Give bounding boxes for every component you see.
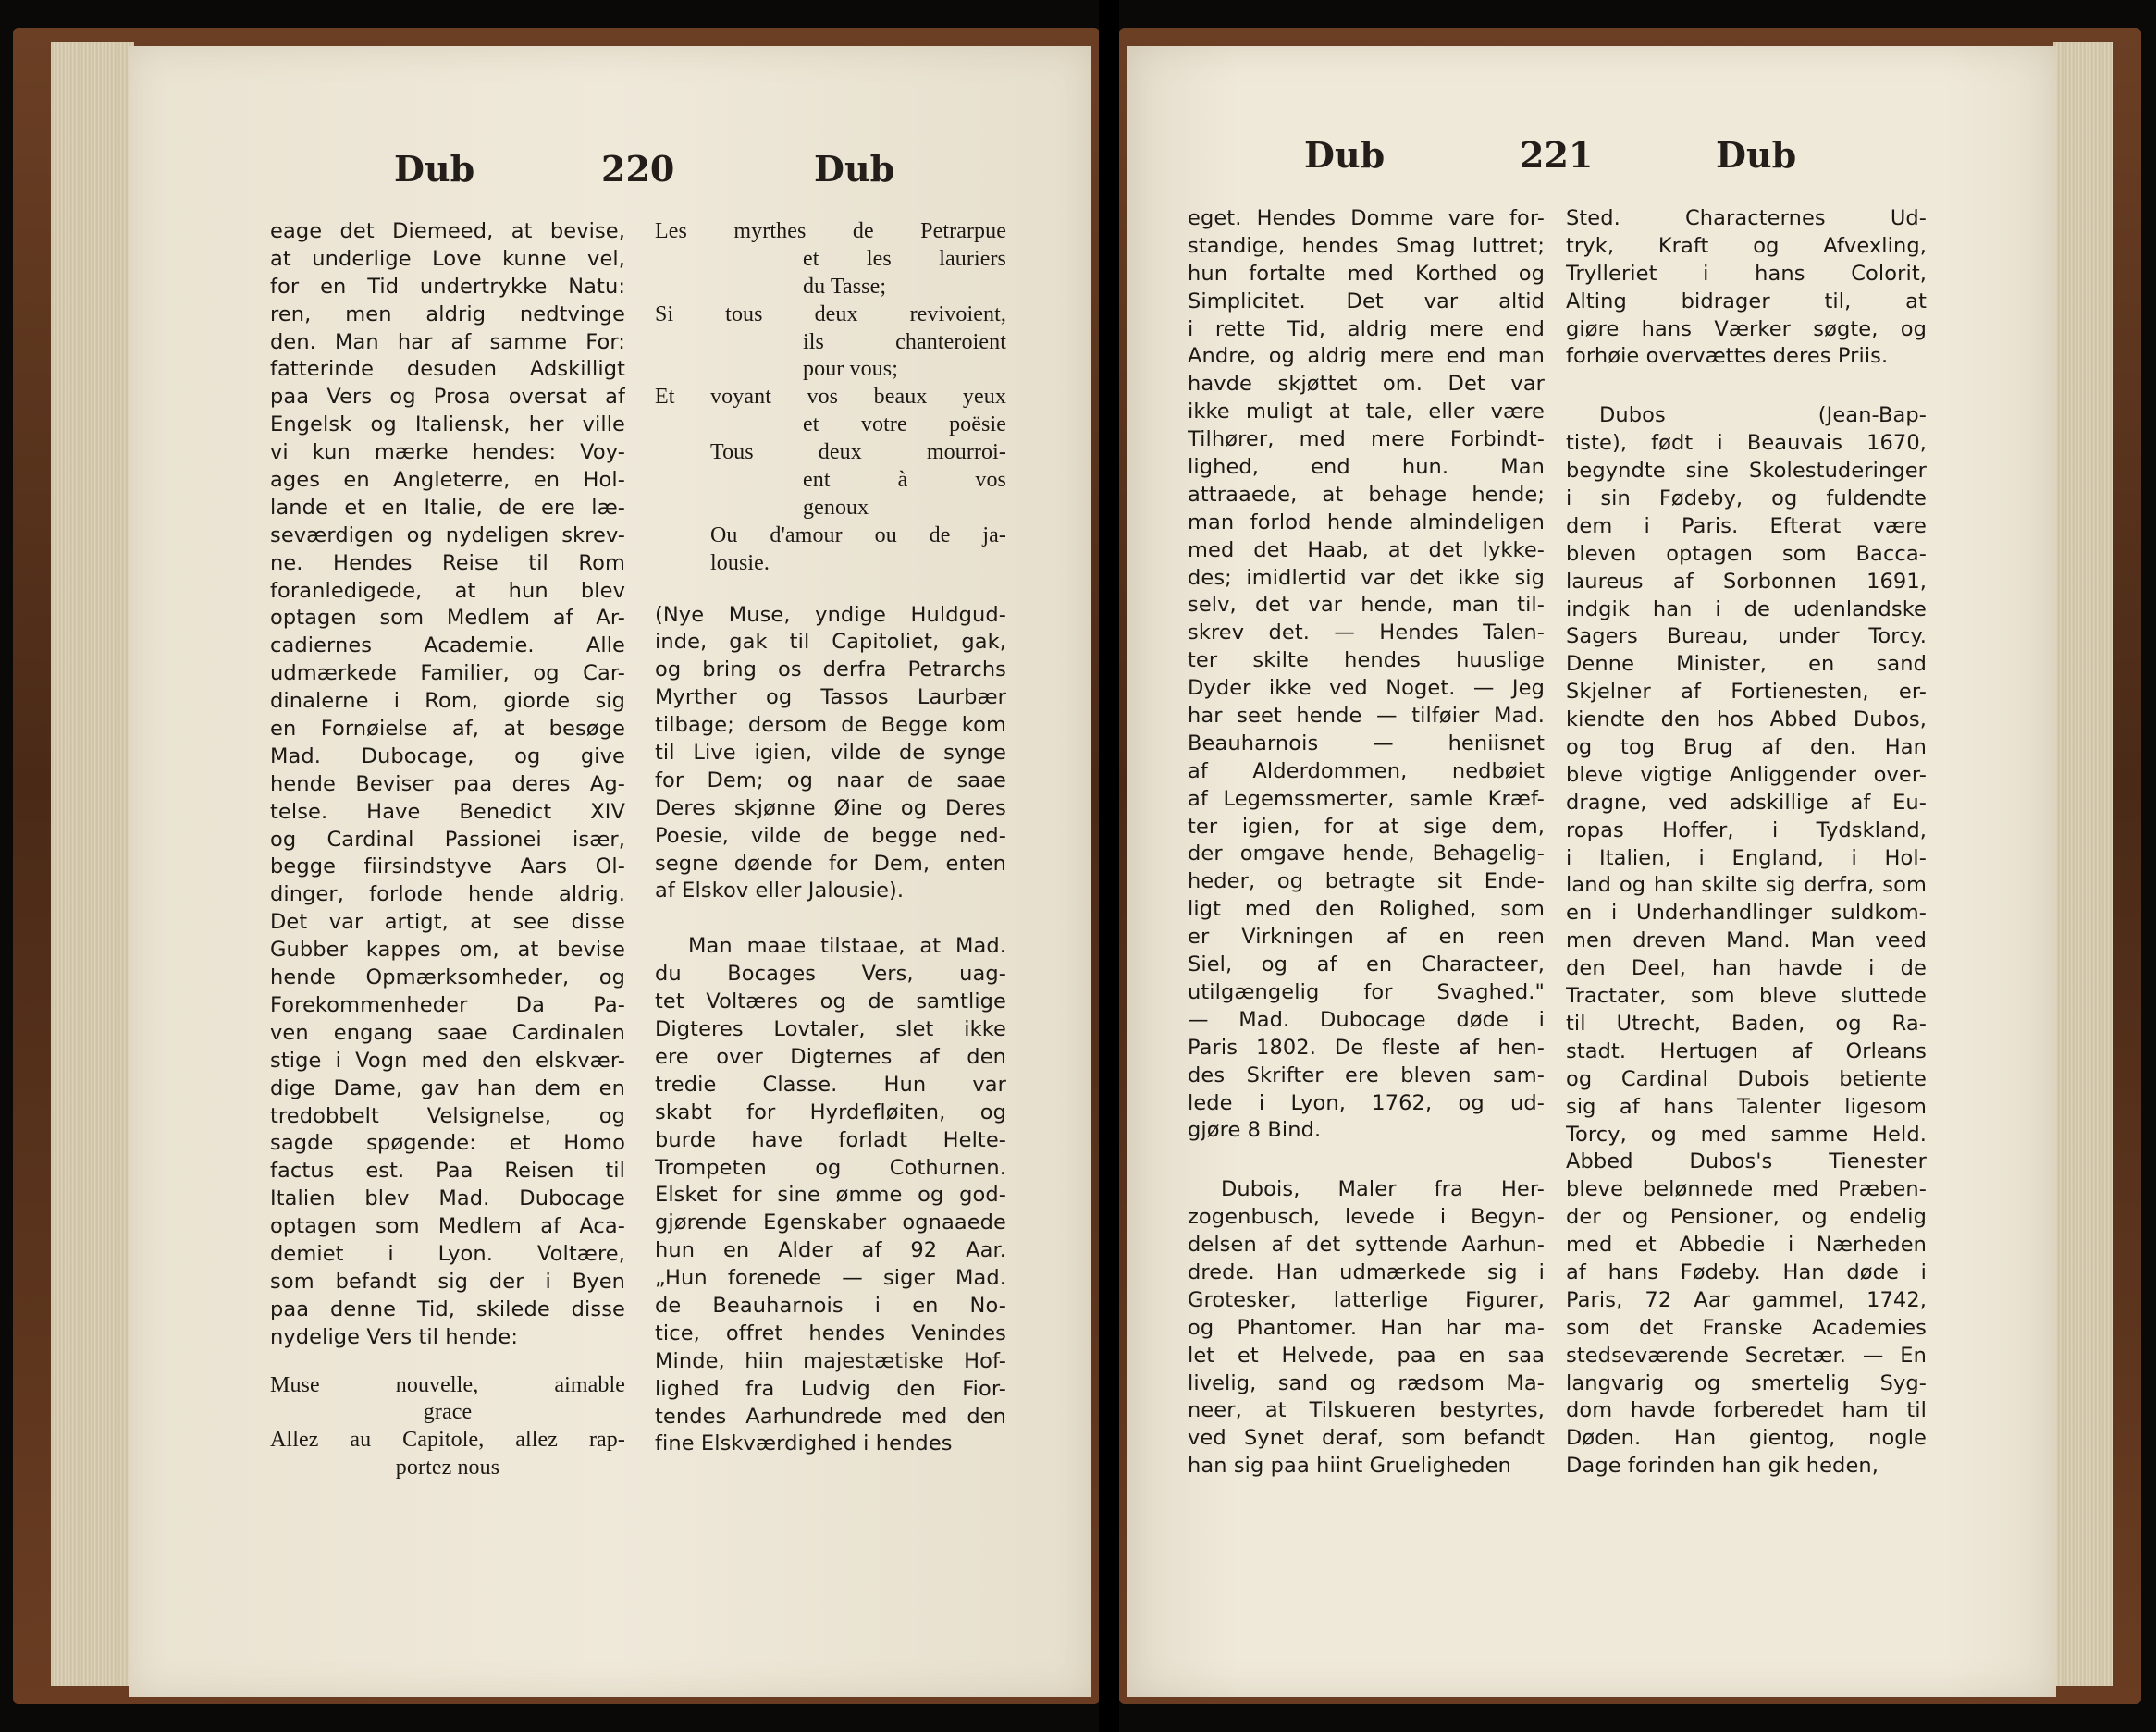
text-line: Trylleriet i hans Colorit, bbox=[1566, 261, 1927, 286]
text-line: har seet hende — tilføier Mad. bbox=[1188, 704, 1545, 729]
left-header-word-right: Dub bbox=[814, 148, 895, 190]
text-line: Alting bidrager til, at bbox=[1566, 289, 1927, 313]
left-page-header bbox=[388, 102, 895, 190]
text-line: utilgængelig for Svaghed." bbox=[1188, 979, 1545, 1004]
text-line: Tilhører, med mere Forbindt- bbox=[1188, 427, 1545, 452]
left-page-number: 220 bbox=[601, 148, 675, 190]
text-line: gjørende Egenskaber ognaaede bbox=[655, 1210, 1006, 1235]
text-line: ikke muligt at tale, eller være bbox=[1188, 399, 1545, 424]
text-line: Skjelner af Fortienesten, er- bbox=[1566, 680, 1927, 705]
text-line: paa Vers og Prosa oversat af bbox=[270, 385, 625, 410]
text-line: tilbage; dersom de Begge kom bbox=[655, 713, 1006, 738]
text-line: som befandt sig der i Byen bbox=[270, 1269, 625, 1294]
text-line: Italien blev Mad. Dubocage bbox=[270, 1186, 625, 1211]
text-line: fatterinde desuden Adskilligt bbox=[270, 357, 625, 382]
text-line: land og han skilte sig derfra, som bbox=[1566, 873, 1927, 898]
text-line: Dage forinden han gik heden, bbox=[1566, 1454, 1879, 1479]
text-line: eget. Hendes Domme vare for- bbox=[1188, 206, 1545, 230]
text-line: selv, det var hende, man til- bbox=[1188, 593, 1545, 618]
text-line: han sig paa hiint Grueligheden bbox=[1188, 1454, 1511, 1479]
text-line: Tractater, som bleve sluttede bbox=[1566, 984, 1927, 1009]
text-line: i Italien, i England, i Hol- bbox=[1566, 845, 1927, 870]
right-col2-paragraph bbox=[1566, 205, 1927, 371]
text-line: til Live igien, vilde de synge bbox=[655, 741, 1006, 766]
text-line: „Hun forenede — siger Mad. bbox=[655, 1266, 1006, 1291]
text-line: Siel, og af en Characteer, bbox=[1188, 952, 1545, 977]
text-line: ils chanteroient bbox=[803, 329, 1006, 354]
text-line: ere over Digternes af den bbox=[655, 1044, 1006, 1069]
text-line: optagen som Medlem af Aca- bbox=[270, 1214, 625, 1239]
text-line: du Tasse; bbox=[803, 274, 887, 299]
text-line: men dreven Mand. Man veed bbox=[1566, 928, 1927, 953]
left-col2-translation bbox=[655, 602, 1006, 906]
text-line: Engelsk og Italiensk, her ville bbox=[270, 412, 625, 437]
text-line: med det Haab, at det lykke- bbox=[1188, 537, 1545, 562]
text-line: let et Helvede, paa en saa bbox=[1188, 1343, 1545, 1368]
text-line: skabt for Hyrdefløiten, og bbox=[655, 1099, 1006, 1124]
text-line: ren, men aldrig nedtvinge bbox=[270, 301, 625, 326]
text-line: pour vous; bbox=[803, 357, 898, 382]
text-line: optagen som Medlem af Ar- bbox=[270, 606, 625, 631]
text-line: med et Abbedie i Nærheden bbox=[1566, 1233, 1927, 1258]
text-line: Deres skjønne Øine og Deres bbox=[655, 795, 1006, 820]
text-line: lande et en Italie, de ere læ- bbox=[270, 495, 625, 520]
text-line: ent à vos bbox=[803, 468, 1006, 493]
book-gutter bbox=[1099, 0, 1119, 1732]
text-line: ved Synet deraf, som befandt bbox=[1188, 1426, 1545, 1451]
text-line: Torcy, og med samme Held. bbox=[1566, 1122, 1927, 1147]
text-line: Minde, hiin majestætiske Hof- bbox=[655, 1348, 1006, 1373]
text-line: Grotesker, latterlige Figurer, bbox=[1188, 1287, 1545, 1312]
text-line: Det var artigt, at see disse bbox=[270, 910, 625, 935]
text-line: tendes Aarhundrede med den bbox=[655, 1404, 1006, 1429]
text-line: eage det Diemeed, at bevise, bbox=[270, 219, 625, 243]
right-page-header bbox=[1300, 102, 1817, 185]
text-line: ligt med den Rolighed, som bbox=[1188, 897, 1545, 922]
text-line: tryk, Kraft og Afvexling, bbox=[1566, 233, 1927, 258]
text-line: Et voyant vos beaux yeux bbox=[655, 385, 1006, 410]
text-line: ne. Hendes Reise til Rom bbox=[270, 550, 625, 575]
left-page-column-1 bbox=[270, 218, 625, 1482]
text-line: Denne Minister, en sand bbox=[1566, 652, 1927, 677]
right-page-column-1 bbox=[1188, 205, 1545, 1480]
text-line: Paris, 72 Aar gammel, 1742, bbox=[1566, 1287, 1927, 1312]
text-line: Muse nouvelle, aimable bbox=[270, 1372, 625, 1397]
text-line: tredobbelt Velsignelse, og bbox=[270, 1103, 625, 1128]
text-line: havde skjøttet om. Det var bbox=[1188, 372, 1545, 397]
text-line: er Virkningen af en reen bbox=[1188, 925, 1545, 950]
left-header-word: Dub bbox=[394, 148, 475, 190]
text-line: bleve vigtige Anliggender over- bbox=[1566, 762, 1927, 787]
text-line: af hans Fødeby. Han døde i bbox=[1566, 1259, 1927, 1284]
text-line: som det Franske Academies bbox=[1566, 1315, 1927, 1340]
text-line: drede. Han udmærkede sig i bbox=[1188, 1259, 1545, 1284]
text-line: udmærkede Familier, og Car- bbox=[270, 661, 625, 686]
text-line: telse. Have Benedict XIV bbox=[270, 799, 625, 824]
text-line: et les lauriers bbox=[803, 246, 1006, 271]
text-line: Elsket for sine ømme og god- bbox=[655, 1183, 1006, 1208]
text-line: tice, offret hendes Venindes bbox=[655, 1320, 1006, 1345]
text-line: Poesie, vilde de begge ned- bbox=[655, 823, 1006, 848]
text-line: Forekommenheder Da Pa- bbox=[270, 992, 625, 1017]
text-line: i rette Tid, aldrig mere end bbox=[1188, 316, 1545, 341]
text-line: for en Tid undertrykke Natu: bbox=[270, 274, 625, 299]
text-line: Man maae tilstaae, at Mad. bbox=[688, 934, 1006, 959]
text-line: en Fornøielse af, at besøge bbox=[270, 717, 625, 742]
text-line: bleve belønnede med Præben- bbox=[1566, 1177, 1927, 1202]
right-header-word: Dub bbox=[1304, 134, 1386, 176]
text-line: du Bocages Vers, uag- bbox=[655, 962, 1006, 987]
left-col1-paragraph bbox=[270, 218, 625, 1352]
text-line: Andre, og aldrig mere end man bbox=[1188, 344, 1545, 369]
text-line: lighed fra Ludvig den Fior- bbox=[655, 1376, 1006, 1401]
left-col2-verse bbox=[655, 218, 1006, 578]
right-col1-dubois-entry bbox=[1188, 1176, 1545, 1480]
text-line: livelig, sand og rædsom Ma- bbox=[1188, 1370, 1545, 1395]
text-line: de Beauharnois i en No- bbox=[655, 1293, 1006, 1318]
text-line: Simplicitet. Det var altid bbox=[1188, 289, 1545, 313]
page-edges-left bbox=[51, 42, 134, 1686]
text-line: der og Pensioner, og endelig bbox=[1566, 1205, 1927, 1230]
text-line: forhøie overvættes deres Priis. bbox=[1566, 344, 1889, 369]
text-line: stige i Vogn med den elskvær- bbox=[270, 1048, 625, 1073]
text-line: Sagers Bureau, under Torcy. bbox=[1566, 624, 1927, 649]
text-line: og Cardinal Dubois betiente bbox=[1566, 1066, 1927, 1091]
text-line: dinalerne i Rom, giorde sig bbox=[270, 689, 625, 714]
text-line: vi kun mærke hendes: Voy- bbox=[270, 440, 625, 465]
text-line: den Deel, han havde i de bbox=[1566, 956, 1927, 981]
text-line: lighed, end hun. Man bbox=[1188, 455, 1545, 480]
text-line: heder, og betragte sit Ende- bbox=[1188, 869, 1545, 894]
right-header-word-right: Dub bbox=[1716, 134, 1797, 176]
text-line: dige Dame, gav han dem en bbox=[270, 1075, 625, 1100]
text-line: indgik han i de udenlandske bbox=[1566, 596, 1927, 621]
text-line: tiste), født i Beauvais 1670, bbox=[1566, 431, 1927, 456]
text-line: lede i Lyon, 1762, og ud- bbox=[1188, 1090, 1545, 1115]
text-line: giøre hans Værker søgte, og bbox=[1566, 316, 1927, 341]
text-line: Ou d'amour ou de ja- bbox=[710, 522, 1006, 547]
text-line: sagde spøgende: et Homo bbox=[270, 1131, 625, 1156]
text-line: ter igien, for at sige dem, bbox=[1188, 814, 1545, 839]
text-line: for Dem; og naar de saae bbox=[655, 768, 1006, 792]
text-line: man forlod hende almindeligen bbox=[1188, 510, 1545, 534]
text-line: dragne, ved adskillige af Eu- bbox=[1566, 790, 1927, 815]
right-page-column-2 bbox=[1566, 205, 1927, 1480]
text-line: og tog Brug af den. Han bbox=[1566, 735, 1927, 760]
text-line: tredie Classe. Hun var bbox=[655, 1072, 1006, 1097]
text-line: foranledigede, at hun blev bbox=[270, 578, 625, 603]
text-line: kiendte den hos Abbed Dubos, bbox=[1566, 707, 1927, 732]
text-line: (Nye Muse, yndige Huldgud- bbox=[655, 602, 1006, 627]
text-line: nydelige Vers til hende: bbox=[270, 1324, 519, 1349]
text-line: hun fortalte med Korthed og bbox=[1188, 261, 1545, 286]
text-line: Beauharnois — heniisnet bbox=[1188, 731, 1545, 755]
text-line: Allez au Capitole, allez rap- bbox=[270, 1428, 625, 1453]
text-line: grace bbox=[423, 1400, 473, 1425]
text-line: fine Elskværdighed i hendes bbox=[655, 1431, 953, 1456]
text-line: laureus af Sorbonnen 1691, bbox=[1566, 569, 1927, 594]
text-line: begge fiirsindstyve Aars Ol- bbox=[270, 854, 625, 879]
text-line: og Cardinal Passionei især, bbox=[270, 827, 625, 852]
text-line: genoux bbox=[803, 495, 869, 520]
text-line: og Phantomer. Han har ma- bbox=[1188, 1315, 1545, 1340]
text-line: ven engang saae Cardinalen bbox=[270, 1020, 625, 1045]
text-line: Tous deux mourroi- bbox=[710, 440, 1006, 465]
text-line: segne døende for Dem, enten bbox=[655, 851, 1006, 876]
right-col2-dubos-entry bbox=[1566, 402, 1927, 1480]
text-line: Døden. Han gientog, nogle bbox=[1566, 1426, 1927, 1451]
text-line: — Mad. Dubocage døde i bbox=[1188, 1007, 1545, 1032]
text-line: demiet i Lyon. Voltære, bbox=[270, 1241, 625, 1266]
text-line: delsen af det syttende Aarhun- bbox=[1188, 1233, 1545, 1258]
text-line: Si tous deux revivoient, bbox=[655, 301, 1006, 326]
text-line: cadiernes Academie. Alle bbox=[270, 633, 625, 658]
text-line: Myrther og Tassos Laurbær bbox=[655, 685, 1006, 710]
text-line: ter skilte hendes huuslige bbox=[1188, 648, 1545, 673]
text-line: langvarig og smertelig Syg- bbox=[1566, 1370, 1927, 1395]
text-line: factus est. Paa Reisen til bbox=[270, 1159, 625, 1184]
text-line: dem i Paris. Efterat være bbox=[1566, 513, 1927, 538]
text-line: stadt. Hertugen af Orleans bbox=[1566, 1038, 1927, 1063]
left-col1-verse bbox=[270, 1372, 625, 1483]
text-line: burde have forladt Helte- bbox=[655, 1127, 1006, 1152]
text-line: til Utrecht, Baden, og Ra- bbox=[1566, 1011, 1927, 1036]
text-line: af Alderdommen, nedbøiet bbox=[1188, 758, 1545, 783]
text-line: af Legemssmerter, samle Kræf- bbox=[1188, 786, 1545, 811]
left-col2-paragraph bbox=[655, 933, 1006, 1458]
page-edges-right bbox=[2053, 42, 2113, 1686]
text-line: standige, hendes Smag luttret; bbox=[1188, 233, 1545, 258]
text-line: inde, gak til Capitoliet, gak, bbox=[655, 630, 1006, 655]
text-line: gjøre 8 Bind. bbox=[1188, 1118, 1322, 1143]
right-col1-paragraph bbox=[1188, 205, 1545, 1145]
text-line: og bring os derfra Petrarchs bbox=[655, 657, 1006, 682]
text-line: des; imidlertid var det ikke sig bbox=[1188, 565, 1545, 590]
text-line: Abbed Dubos's Tienester bbox=[1566, 1149, 1927, 1174]
text-line: tet Voltæres og de samtlige bbox=[655, 989, 1006, 1014]
text-line: Gubber kappes om, at bevise bbox=[270, 938, 625, 963]
text-line: et votre poësie bbox=[803, 412, 1006, 437]
text-line: Sted. Characternes Ud- bbox=[1566, 206, 1927, 230]
text-line: en i Underhandlinger suldkom- bbox=[1566, 901, 1927, 926]
text-line: at underlige Love kunne vel, bbox=[270, 246, 625, 271]
text-line: hun en Alder af 92 Aar. bbox=[655, 1238, 1006, 1263]
text-line: Trompeten og Cothurnen. bbox=[655, 1155, 1006, 1180]
text-line: dom havde forberedet ham til bbox=[1566, 1398, 1927, 1423]
text-line: zogenbusch, levede i Begyn- bbox=[1188, 1205, 1545, 1230]
text-line: af Elskov eller Jalousie). bbox=[655, 878, 905, 903]
right-page-number: 221 bbox=[1520, 134, 1594, 176]
text-line: bleven optagen som Bacca- bbox=[1566, 541, 1927, 566]
text-line: des Skrifter ere bleven sam- bbox=[1188, 1063, 1545, 1087]
text-line: Paris 1802. De fleste af hen- bbox=[1188, 1035, 1545, 1060]
text-line: neer, at Tilskueren bestyrtes, bbox=[1188, 1398, 1545, 1423]
text-line: Les myrthes de Petrarpue bbox=[655, 219, 1006, 243]
text-line: skrev det. — Hendes Talen- bbox=[1188, 620, 1545, 645]
text-line: Dubos (Jean-Bap- bbox=[1599, 403, 1927, 428]
text-line: ages en Angleterre, en Hol- bbox=[270, 468, 625, 493]
text-line: portez nous bbox=[395, 1456, 500, 1480]
text-line: lousie. bbox=[710, 550, 770, 575]
text-line: sig af hans Talenter ligesom bbox=[1566, 1094, 1927, 1119]
text-line: Mad. Dubocage, og give bbox=[270, 743, 625, 768]
text-line: Dyder ikke ved Noget. — Jeg bbox=[1188, 676, 1545, 701]
text-line: attraaede, at behage hende; bbox=[1188, 482, 1545, 507]
text-line: hende Beviser paa deres Ag- bbox=[270, 771, 625, 796]
text-line: der omgave hende, Behagelig- bbox=[1188, 841, 1545, 866]
text-line: Digteres Lovtaler, slet ikke bbox=[655, 1017, 1006, 1042]
text-line: dinger, forlode hende aldrig. bbox=[270, 882, 625, 907]
text-line: Dubois, Maler fra Her- bbox=[1221, 1177, 1545, 1202]
text-line: hende Opmærksomheder, og bbox=[270, 965, 625, 990]
text-line: begyndte sine Skolestuderinger bbox=[1566, 459, 1927, 484]
text-line: seværdigen og nydeligen skrev- bbox=[270, 522, 625, 547]
text-line: paa denne Tid, skilede disse bbox=[270, 1296, 625, 1321]
text-line: den. Man har af samme For: bbox=[270, 329, 625, 354]
text-line: ropas Hoffer, i Tydskland, bbox=[1566, 817, 1927, 842]
text-line: stedseværende Secretær. — En bbox=[1566, 1343, 1927, 1368]
left-page-column-2 bbox=[655, 218, 1006, 1458]
text-line: i sin Fødeby, og fuldendte bbox=[1566, 486, 1927, 511]
